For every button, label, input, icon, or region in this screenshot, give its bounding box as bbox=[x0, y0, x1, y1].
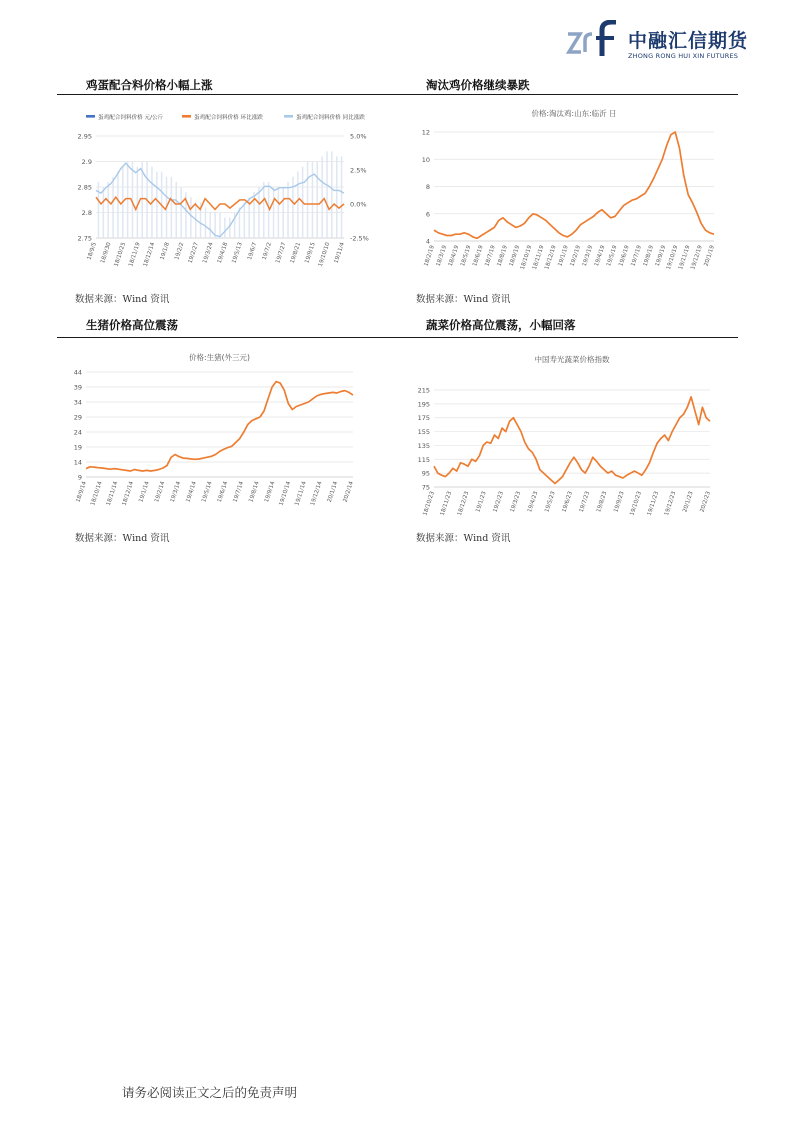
x-tick-label: 19/3/14 bbox=[169, 480, 183, 504]
bar bbox=[127, 162, 128, 239]
x-tick-label: 20/1/23 bbox=[682, 490, 695, 514]
y-tick-label: 2.85 bbox=[77, 183, 92, 192]
x-tick-label: 19/1/8 bbox=[159, 241, 171, 261]
y-tick-label: 95 bbox=[421, 469, 430, 478]
bar bbox=[307, 162, 309, 239]
x-tick-label: 18/7/19 bbox=[484, 244, 497, 268]
x-tick-label: 19/6/14 bbox=[216, 480, 230, 504]
x-tick-label: 19/2/2 bbox=[174, 241, 186, 261]
x-tick-label: 19/11/23 bbox=[646, 490, 661, 517]
y-tick-label: 39 bbox=[73, 383, 82, 392]
bar bbox=[219, 213, 221, 239]
section-rule bbox=[57, 94, 398, 95]
x-tick-label: 18/12/23 bbox=[456, 490, 471, 517]
x-tick-label: 20/2/23 bbox=[699, 490, 712, 514]
x-tick-label: 19/3/24 bbox=[202, 241, 215, 265]
y-tick-label: 2.8 bbox=[81, 209, 92, 217]
x-tick-label: 18/12/14 bbox=[121, 480, 136, 507]
y-tick-label: 115 bbox=[417, 455, 430, 464]
y-tick-label: 135 bbox=[417, 441, 430, 450]
x-tick-label: 19/11/14 bbox=[294, 480, 308, 507]
x-tick-label: 19/6/19 bbox=[618, 244, 631, 268]
x-tick-label: 19/12/19 bbox=[690, 244, 704, 271]
x-tick-label: 19/10/10 bbox=[317, 241, 332, 268]
y-tick-label: 9 bbox=[77, 473, 82, 482]
footer-disclaimer: 请务必阅读正文之后的免责声明 bbox=[122, 1085, 298, 1100]
chart-title: 价格:生猪(外三元) bbox=[189, 353, 250, 362]
legend-label: 蛋鸡配合饲料价格 元/公斤 bbox=[98, 115, 164, 121]
x-tick-label: 19/9/14 bbox=[263, 480, 277, 504]
chart-title: 价格:淘汰鸡:山东:临沂 日 bbox=[531, 109, 617, 118]
x-tick-label: 19/12/23 bbox=[663, 490, 678, 517]
x-tick-label: 19/12/14 bbox=[310, 480, 324, 507]
x-tick-label: 19/2/23 bbox=[492, 490, 505, 514]
x-tick-label: 18/6/19 bbox=[472, 244, 485, 268]
x-tick-label: 19/8/21 bbox=[289, 241, 303, 265]
chart-vegetable-index bbox=[410, 350, 720, 522]
x-tick-label: 19/9/19 bbox=[654, 244, 668, 268]
x-tick-label: 19/7/23 bbox=[578, 490, 592, 514]
bar bbox=[210, 213, 212, 239]
chart-feed-price bbox=[70, 108, 380, 280]
legend-swatch bbox=[182, 115, 191, 118]
x-tick-label: 20/2/14 bbox=[342, 480, 355, 504]
y-tick-label: 155 bbox=[417, 428, 430, 437]
x-tick-label: 18/10/14 bbox=[90, 480, 104, 507]
legend-swatch bbox=[284, 115, 293, 118]
bar bbox=[317, 162, 319, 239]
y-tick-label: 44 bbox=[73, 368, 82, 377]
x-tick-label: 18/9/19 bbox=[508, 244, 522, 268]
bar bbox=[326, 151, 328, 238]
x-tick-label: 19/9/15 bbox=[304, 241, 317, 265]
zrf-logo-mark bbox=[566, 20, 626, 60]
bar bbox=[283, 187, 285, 238]
logo-chinese-name: 中融汇信期货 bbox=[628, 30, 749, 52]
x-tick-label: 19/11/4 bbox=[333, 241, 346, 265]
x-tick-label: 19/8/19 bbox=[642, 244, 656, 268]
x-tick-label: 18/11/19 bbox=[128, 241, 142, 268]
section-rule bbox=[57, 337, 398, 338]
bar bbox=[190, 197, 192, 238]
y-tick-label: 2.75 bbox=[77, 234, 92, 243]
bar bbox=[205, 207, 207, 238]
x-tick-label: 18/8/19 bbox=[496, 244, 509, 268]
x-tick-label: 18/11/23 bbox=[439, 490, 454, 517]
x-tick-label: 20/1/14 bbox=[326, 480, 340, 504]
x-tick-label: 18/12/19 bbox=[544, 244, 558, 271]
x-tick-label: 18/2/19 bbox=[423, 244, 436, 268]
x-tick-label: 18/12/14 bbox=[142, 241, 157, 268]
x-tick-label: 19/9/23 bbox=[613, 490, 626, 514]
source-note: 数据来源：Wind 资讯 bbox=[75, 294, 170, 305]
bar bbox=[107, 182, 109, 238]
x-tick-label: 19/10/23 bbox=[629, 490, 643, 517]
x-tick-label: 18/11/19 bbox=[531, 244, 546, 271]
x-tick-label: 18/4/19 bbox=[447, 244, 461, 268]
y-tick-label: 175 bbox=[417, 414, 430, 423]
x-tick-label: 19/1/14 bbox=[138, 480, 151, 504]
bar bbox=[244, 202, 246, 238]
x-tick-label: 18/3/19 bbox=[435, 244, 449, 268]
legend-swatch bbox=[86, 115, 95, 118]
x-tick-label: 19/7/19 bbox=[630, 244, 643, 268]
bar bbox=[117, 172, 119, 238]
bar bbox=[180, 187, 182, 238]
bar bbox=[263, 182, 265, 238]
x-tick-label: 19/2/14 bbox=[154, 480, 167, 504]
section-rule bbox=[398, 94, 738, 95]
y-tick-label: 14 bbox=[73, 458, 82, 467]
x-tick-label: 19/10/19 bbox=[665, 244, 680, 271]
y-tick-label: 2.9 bbox=[81, 158, 92, 166]
chart-hog-price bbox=[68, 348, 368, 520]
x-tick-label: 20/1/19 bbox=[703, 244, 716, 268]
bar bbox=[176, 182, 178, 238]
y2-tick-label: 2.5% bbox=[350, 166, 367, 175]
section-title-vegetable: 蔬菜价格高位震荡，小幅回落 bbox=[426, 318, 576, 332]
y2-tick-label: 0.0% bbox=[350, 200, 367, 209]
x-tick-label: 19/2/19 bbox=[569, 244, 582, 268]
source-note: 数据来源：Wind 资讯 bbox=[75, 533, 170, 544]
bar bbox=[112, 177, 114, 238]
bar bbox=[321, 156, 323, 238]
x-tick-label: 19/5/14 bbox=[201, 480, 214, 504]
section-title-hog: 生猪价格高位震荡 bbox=[86, 318, 178, 332]
section-rule bbox=[398, 337, 738, 338]
series-line bbox=[86, 382, 353, 471]
x-tick-label: 19/4/23 bbox=[527, 490, 540, 514]
y2-tick-label: -2.5% bbox=[350, 234, 369, 243]
y-tick-label: 19 bbox=[73, 443, 82, 452]
x-tick-label: 19/5/13 bbox=[231, 241, 244, 265]
section-title-feed: 鸡蛋配合料价格小幅上涨 bbox=[86, 78, 213, 92]
y-tick-label: 6 bbox=[425, 210, 430, 219]
y-tick-label: 215 bbox=[417, 386, 430, 395]
legend-label: 蛋鸡配合饲料价格 环比涨跌 bbox=[194, 115, 263, 121]
y-tick-label: 10 bbox=[421, 155, 430, 164]
y-tick-label: 2.95 bbox=[77, 132, 92, 141]
bar bbox=[297, 172, 299, 238]
x-tick-label: 19/6/23 bbox=[561, 490, 574, 514]
source-note: 数据来源：Wind 资讯 bbox=[416, 533, 511, 544]
x-tick-label: 19/4/14 bbox=[185, 480, 198, 504]
bar bbox=[137, 167, 139, 238]
x-tick-label: 19/8/14 bbox=[248, 480, 261, 504]
chart-culled-hen-price bbox=[412, 104, 730, 280]
bar bbox=[336, 156, 338, 238]
y-tick-label: 4 bbox=[425, 237, 430, 246]
y-tick-label: 75 bbox=[421, 483, 430, 492]
x-tick-label: 19/5/19 bbox=[606, 244, 619, 268]
y-tick-label: 24 bbox=[73, 428, 82, 437]
bar bbox=[229, 218, 231, 238]
bar bbox=[103, 187, 105, 238]
x-tick-label: 19/3/19 bbox=[581, 244, 595, 268]
x-tick-label: 18/10/19 bbox=[519, 244, 534, 271]
y2-tick-label: 5.0% bbox=[350, 132, 367, 141]
x-tick-label: 19/4/19 bbox=[593, 244, 607, 268]
x-tick-label: 19/1/19 bbox=[557, 244, 570, 268]
x-tick-label: 18/9/5 bbox=[86, 241, 98, 261]
x-tick-label: 18/9/30 bbox=[100, 241, 113, 265]
bar bbox=[224, 218, 226, 238]
bar bbox=[278, 187, 280, 238]
bar bbox=[273, 187, 275, 238]
bar bbox=[331, 151, 333, 238]
x-tick-label: 18/10/23 bbox=[422, 490, 436, 517]
x-tick-label: 19/4/18 bbox=[216, 241, 230, 265]
source-note: 数据来源：Wind 资讯 bbox=[416, 294, 511, 305]
x-tick-label: 19/8/23 bbox=[596, 490, 609, 514]
y-tick-label: 29 bbox=[73, 413, 82, 422]
x-tick-label: 19/5/23 bbox=[544, 490, 557, 514]
bar bbox=[171, 177, 173, 238]
x-tick-label: 19/11/19 bbox=[678, 244, 692, 271]
bar bbox=[156, 172, 158, 238]
y-tick-label: 8 bbox=[425, 183, 430, 191]
y-tick-label: 12 bbox=[421, 128, 430, 137]
x-tick-label: 18/5/19 bbox=[460, 244, 473, 268]
x-tick-label: 18/11/14 bbox=[105, 480, 120, 507]
logo-english-name: ZHONG RONG HUI XIN FUTURES bbox=[628, 52, 739, 60]
x-tick-label: 18/10/25 bbox=[113, 241, 128, 268]
bar bbox=[258, 187, 260, 238]
y-tick-label: 195 bbox=[417, 400, 430, 409]
x-tick-label: 19/7/2 bbox=[261, 241, 273, 261]
bar bbox=[287, 182, 289, 238]
x-tick-label: 19/10/14 bbox=[278, 480, 293, 507]
chart-title: 中国寿光蔬菜价格指数 bbox=[534, 355, 610, 364]
x-tick-label: 19/6/7 bbox=[247, 241, 259, 261]
y-tick-label: 34 bbox=[73, 398, 82, 407]
x-tick-label: 19/1/23 bbox=[475, 490, 488, 514]
x-tick-label: 18/9/14 bbox=[75, 480, 88, 504]
legend-label: 蛋鸡配合饲料价格 同比涨跌 bbox=[296, 115, 365, 121]
x-tick-label: 19/7/14 bbox=[232, 480, 245, 504]
x-tick-label: 19/3/23 bbox=[509, 490, 523, 514]
bar bbox=[312, 162, 314, 239]
series-line bbox=[434, 132, 714, 238]
series-line bbox=[434, 397, 710, 484]
bar bbox=[341, 156, 343, 238]
section-title-culled-hen: 淘汰鸡价格继续暴跌 bbox=[426, 78, 530, 92]
x-tick-label: 19/2/27 bbox=[187, 241, 201, 265]
x-tick-label: 19/7/27 bbox=[275, 241, 288, 265]
bar bbox=[98, 182, 100, 238]
